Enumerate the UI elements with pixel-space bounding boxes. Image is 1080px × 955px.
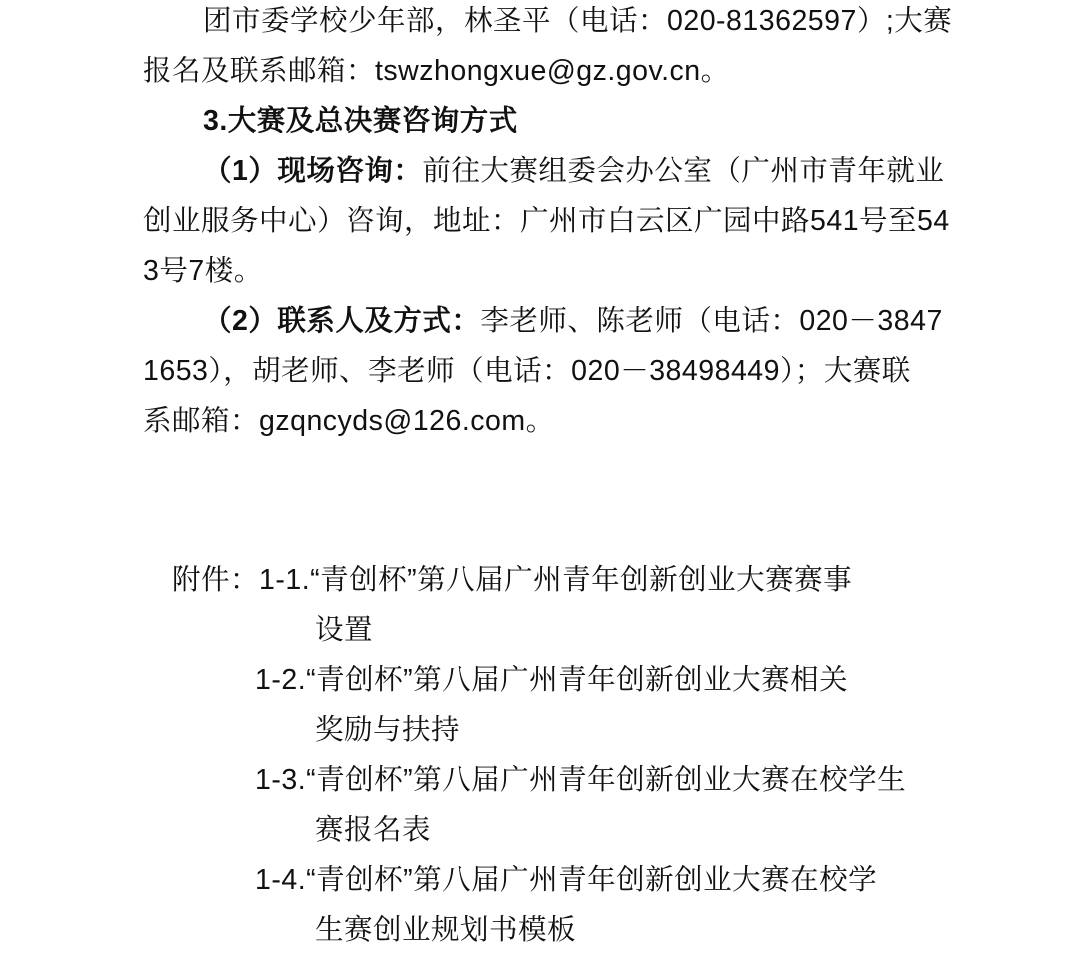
attachment-line (255, 655, 993, 705)
text-run: 报名及联系邮箱：tswzhongxue@gz.gov.cn。 (143, 55, 730, 87)
bold-run: （2）联系人及方式： (203, 305, 481, 337)
paragraph-line (143, 396, 993, 446)
text-run: 赛报名表 (315, 814, 432, 846)
text-run: 前往大赛组委会办公室（广州市青年就业 (422, 155, 945, 187)
text-run: 李老师、陈老师（电话：020－3847 (480, 305, 943, 337)
attachment-line (255, 855, 993, 905)
blank-gap (143, 446, 993, 555)
attachment-line (172, 555, 993, 605)
paragraph-line (143, 296, 993, 346)
attachment-line (315, 705, 993, 755)
text-run: 附件：1-1.“青创杯”第八届广州青年创新创业大赛赛事 (172, 564, 853, 596)
text-run: 1-2.“青创杯”第八届广州青年创新创业大赛相关 (255, 664, 849, 696)
paragraph-line (143, 146, 993, 196)
paragraph-line (143, 246, 993, 296)
bold-run: （1）现场咨询： (203, 155, 423, 187)
text-run: 创业服务中心）咨询，地址：广州市白云区广园中路541号至54 (143, 205, 950, 237)
document-page (143, 0, 993, 955)
text-run: 3号7楼。 (143, 255, 263, 287)
paragraph-line (143, 0, 993, 46)
paragraph-line (143, 46, 993, 96)
attachment-line (255, 755, 993, 805)
text-run: 生赛创业规划书模板 (315, 914, 577, 946)
text-run: 奖励与扶持 (315, 714, 461, 746)
attachment-line (315, 805, 993, 855)
attachment-line (315, 605, 993, 655)
text-run: 系邮箱：gzqncyds@126.com。 (143, 405, 555, 437)
text-run: 设置 (315, 614, 374, 646)
paragraph-line (143, 346, 993, 396)
text-run: 团市委学校少年部，林圣平（电话：020-81362597）;大赛 (203, 5, 953, 37)
section-heading (143, 96, 993, 146)
paragraph-line (143, 196, 993, 246)
attachment-line (315, 905, 993, 955)
text-run: 1-4.“青创杯”第八届广州青年创新创业大赛在校学 (255, 864, 878, 896)
text-run: 1-3.“青创杯”第八届广州青年创新创业大赛在校学生 (255, 764, 907, 796)
text-run: 1653），胡老师、李老师（电话：020－38498449）；大赛联 (143, 355, 911, 387)
bold-run: 3.大赛及总决赛咨询方式 (203, 105, 518, 137)
